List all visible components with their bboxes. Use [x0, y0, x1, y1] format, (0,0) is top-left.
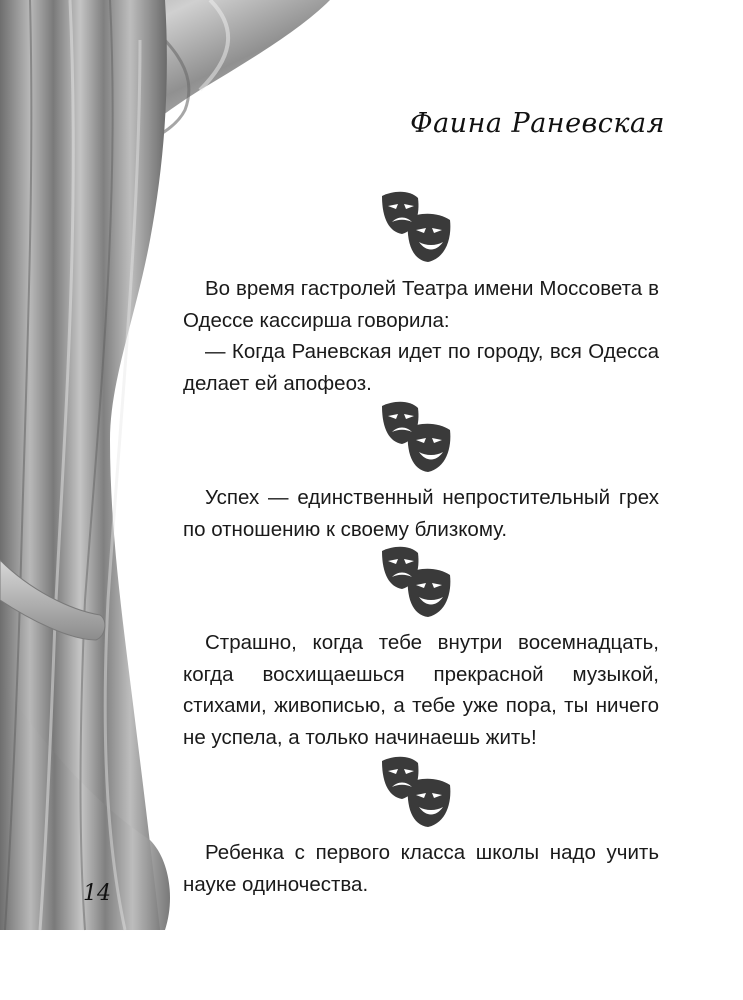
- quote-text: — Когда Раневская идет по городу, вся Одесса делает ей апофеоз.: [183, 340, 659, 395]
- author-signature: Фаина Раневская: [410, 108, 665, 139]
- quote-block-3: [183, 627, 659, 753]
- quote-text: Успех — единственный непростительный грех по отношению к своему близкому.: [183, 486, 659, 541]
- quote-block-1: [183, 273, 659, 399]
- theatre-masks-icon: [376, 398, 458, 480]
- quote-text: Во время гастролей Театра имени Моссовета в Одессе кассирша говорила:: [183, 277, 659, 332]
- page-number: 14: [83, 881, 111, 906]
- quote-block-4: [183, 837, 659, 900]
- quote-text: Ребенка с первого класса школы надо учить науке одиночества.: [183, 841, 659, 896]
- quote-text: Страшно, когда тебе внутри восемнадцать, когда восхищаешься прекрасной музыкой, стихами, живописью, а тебе уже пора, ты ничего не успела, а только начинаешь жить!: [183, 631, 659, 749]
- theatre-masks-icon: [376, 188, 458, 270]
- quote-block-2: [183, 482, 659, 545]
- theatre-masks-icon: [376, 753, 458, 835]
- theatre-masks-icon: [376, 543, 458, 625]
